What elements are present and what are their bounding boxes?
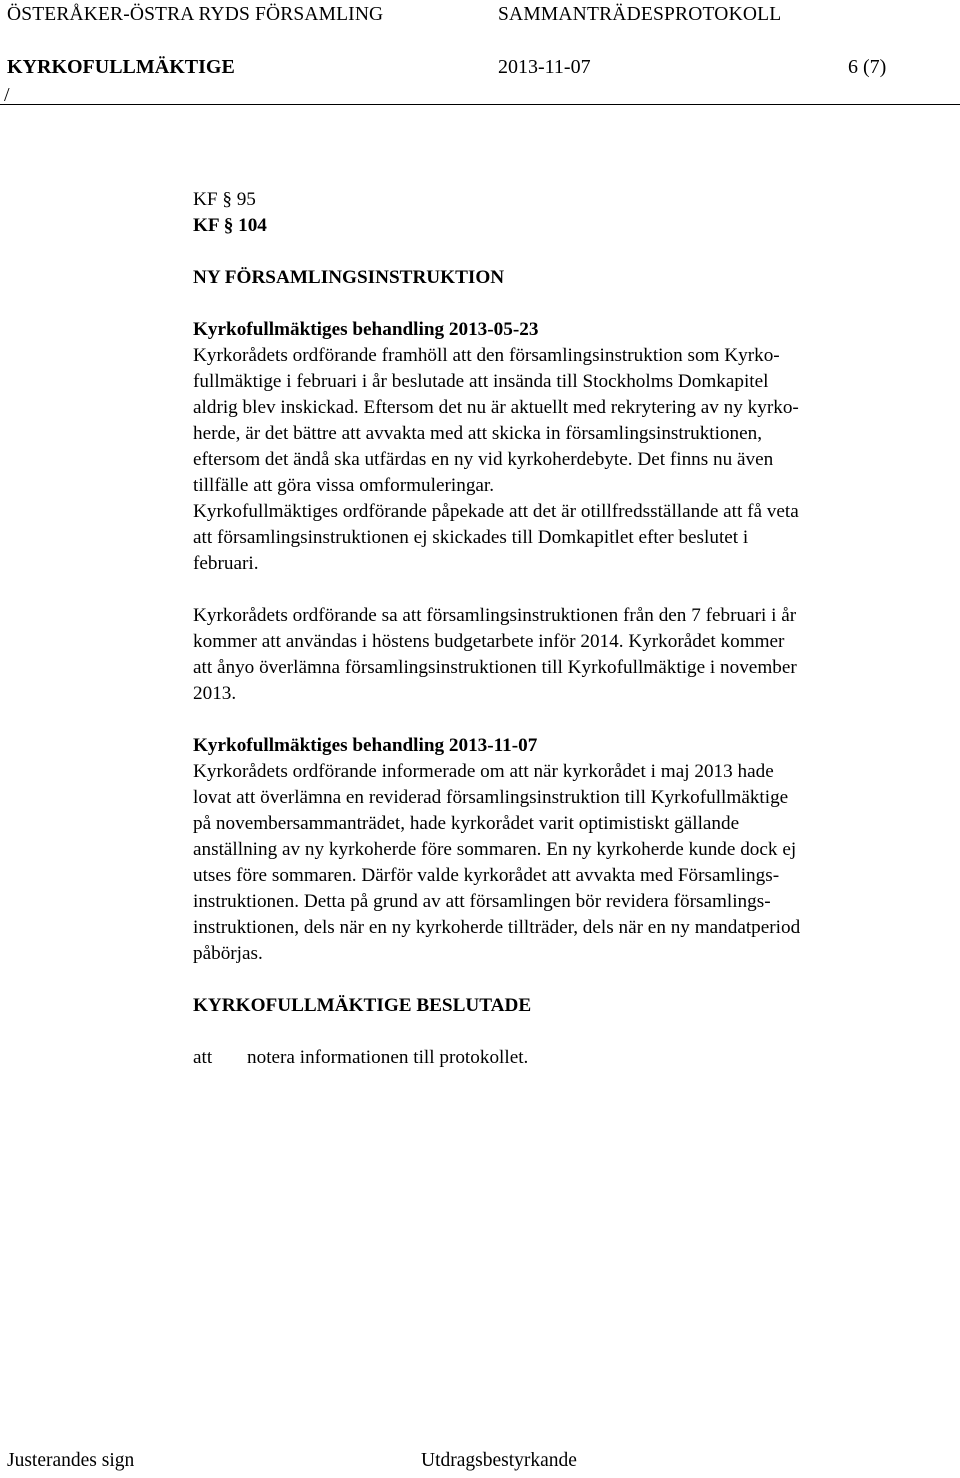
footer — [0, 1450, 960, 1476]
text-line: herde, är det bättre att avvakta med att skicka in församlingsinstruktionen, — [193, 423, 763, 444]
text-line: anställning av ny kyrkoherde före sommaren. En ny kyrkoherde kunde dock ej — [193, 839, 797, 860]
decision-label: att — [193, 1047, 213, 1068]
kf-reference-1: KF § 95 — [193, 189, 256, 210]
header-top — [7, 4, 960, 30]
text-line: utses före sommaren. Därför valde kyrkorådet att avvakta med Församlings- — [193, 865, 780, 886]
footer-certification: Utdragsbestyrkande — [421, 1450, 577, 1471]
text-line: tillfälle att göra vissa omformuleringar. — [193, 475, 495, 496]
text-line: lovat att överlämna en reviderad församlingsinstruktion till Kyrkofullmäktige — [193, 787, 789, 808]
text-line: Kyrkorådets ordförande framhöll att den församlingsinstruktion som Kyrko- — [193, 345, 780, 366]
paragraph-1 — [193, 343, 918, 499]
text-line: Kyrkorådets ordförande informerade om att när kyrkorådet i maj 2013 hade — [193, 761, 774, 782]
text-line: eftersom det ändå ska utfärdas en ny vid kyrkoherdebyte. Det finns nu även — [193, 449, 774, 470]
header-slash: / — [4, 84, 10, 106]
subheading-2013-05-23: Kyrkofullmäktiges behandling 2013-05-23 — [193, 319, 539, 340]
section-title: NY FÖRSAMLINGSINSTRUKTION — [193, 267, 505, 288]
text-line: på novembersammanträdet, hade kyrkorådet varit optimistiskt gällande — [193, 813, 740, 834]
kf-reference-2: KF § 104 — [193, 215, 267, 236]
text-line: påbörjas. — [193, 943, 263, 964]
footer-signature: Justerandes sign — [7, 1450, 135, 1471]
text-line: att församlingsinstruktionen ej skickades till Domkapitlet efter beslutet i — [193, 527, 749, 548]
decision-item — [193, 1045, 918, 1071]
paragraph-3 — [193, 603, 918, 707]
paragraph-2 — [193, 499, 918, 577]
header-divider — [0, 104, 960, 105]
text-line: aldrig blev inskickad. Eftersom det nu är aktuellt med rekrytering av ny kyrko- — [193, 397, 799, 418]
text-line: 2013. — [193, 683, 237, 704]
text-line: fullmäktige i februari i år beslutade att insända till Stockholms Domkapitel — [193, 371, 769, 392]
text-line: februari. — [193, 553, 259, 574]
header-meta — [7, 56, 960, 82]
text-line: Kyrkorådets ordförande sa att församlingsinstruktionen från den 7 februari i år — [193, 605, 797, 626]
assembly-name: KYRKOFULLMÄKTIGE — [7, 56, 235, 78]
text-line: instruktionen, dels när en ny kyrkoherde tillträder, dels när en ny mandatperiod — [193, 917, 801, 938]
meeting-date: 2013-11-07 — [498, 56, 591, 78]
paragraph-4 — [193, 759, 918, 967]
text-line: Kyrkofullmäktiges ordförande påpekade att det är otillfredsställande att få veta — [193, 501, 799, 522]
organization-name: ÖSTERÅKER-ÖSTRA RYDS FÖRSAMLING — [7, 4, 384, 25]
page-number: 6 (7) — [848, 56, 887, 78]
text-line: instruktionen. Detta på grund av att församlingen bör revidera församlings- — [193, 891, 771, 912]
decision-title: KYRKOFULLMÄKTIGE BESLUTADE — [193, 995, 532, 1016]
document-body — [193, 187, 918, 1071]
subheading-2013-11-07: Kyrkofullmäktiges behandling 2013-11-07 — [193, 735, 538, 756]
text-line: att ånyo överlämna församlingsinstruktionen till Kyrkofullmäktige i november — [193, 657, 797, 678]
decision-text: notera informationen till protokollet. — [247, 1047, 529, 1068]
document-type: SAMMANTRÄDESPROTOKOLL — [498, 4, 782, 25]
text-line: kommer att användas i höstens budgetarbete inför 2014. Kyrkorådet kommer — [193, 631, 785, 652]
